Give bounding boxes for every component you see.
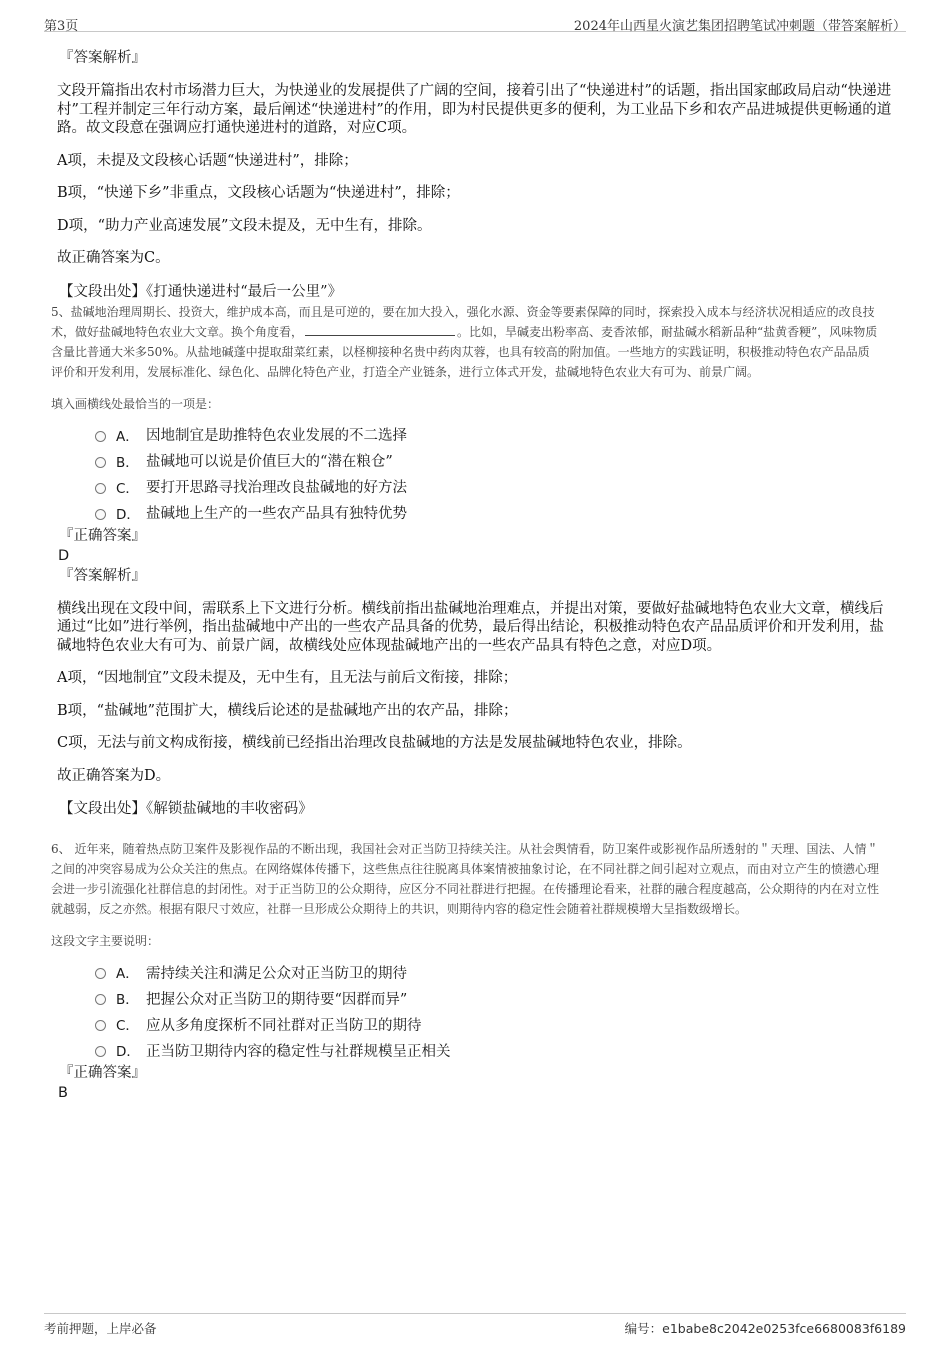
correct-answer: D bbox=[58, 547, 70, 564]
source-citation: 【文段出处】《打通快递进村“最后一公里”》 bbox=[59, 283, 343, 300]
footer-code bbox=[625, 1319, 906, 1337]
radio-icon[interactable] bbox=[95, 1020, 106, 1031]
radio-icon[interactable] bbox=[95, 1046, 106, 1057]
analysis-label: 『答案解析』 bbox=[59, 50, 146, 66]
radio-icon[interactable] bbox=[95, 968, 106, 979]
question-5-options bbox=[95, 422, 897, 526]
question-6-text: 6、 近年来，随着热点防卫案件及影视作品的不断出现，我国社会对正当防卫持续关注。从社会舆情看，防卫案件或影视作品所透射的＂天理、国法、人情＂之间的冲突容易成为公众关注的焦点。在网络媒体传播下，这些焦点往往脱离具体案情被抽象讨论，在不同社群之间引起对立观点，而由对立产生的愤懑心理会进一步引流强化社群信息的封闭性。对于正当防卫的公众期待，应区分不同社群进行把握。在传播理论看来，社群的融合程度越高，公众期待的内在对立性就越弱，反之亦然。根据有限尺寸效应，社群一旦形成公众期待上的共识，则期待内容的稳定性会随着社群规模增大呈指数级增长。 bbox=[51, 842, 880, 916]
option-a[interactable]: A． 因地制宜是助推特色农业发展的不二选择 bbox=[95, 422, 897, 448]
analysis-option-a: A项，“因地制宜”文段未提及，无中生有，且无法与前后文衔接，排除； bbox=[57, 670, 518, 686]
page-content bbox=[51, 48, 897, 1103]
question-5-prompt: 填入画横线处最恰当的一项是： bbox=[51, 396, 220, 411]
analysis-paragraph: 文段开篇指出农村市场潜力巨大，为快递业的发展提供了广阔的空间，接着引出了“快递进村”的话题，指出国家邮政局启动“快递进村”工程并制定三年行动方案，最后阐述“快递进村”的作用，即为村民提供更多的便利，为工业品下乡和农产品进城提供更畅通的道路。故文段意在强调应打通快递进村的道路，对应C项。 bbox=[57, 83, 892, 136]
analysis-option-c: C项，无法与前文构成衔接，横线前已经指出治理改良盐碱地的方法是发展盐碱地特色农业，排除。 bbox=[57, 735, 692, 751]
correct-answer-label: 『正确答案』 bbox=[59, 1065, 146, 1081]
option-a[interactable]: A． 需持续关注和满足公众对正当防卫的期待 bbox=[95, 959, 897, 985]
option-c[interactable]: C． 应从多角度探析不同社群对正当防卫的期待 bbox=[95, 1011, 897, 1037]
source-citation: 【文段出处】《解锁盐碱地的丰收密码》 bbox=[59, 801, 313, 817]
page-number: 第3页 bbox=[44, 19, 79, 34]
option-b[interactable]: B． 盐碱地可以说是价值巨大的“潜在粮仓” bbox=[95, 448, 897, 474]
radio-icon[interactable] bbox=[95, 431, 106, 442]
analysis-option-a: A项，未提及文段核心话题“快递进村”，排除； bbox=[57, 152, 358, 169]
page-footer bbox=[44, 1313, 906, 1335]
correct-answer-label: 『正确答案』 bbox=[59, 527, 146, 544]
option-d[interactable]: D． 正当防卫期待内容的稳定性与社群规模呈正相关 bbox=[95, 1037, 897, 1063]
footer-code-label: 编号： bbox=[624, 1321, 663, 1336]
analysis-option-b: B项，“盐碱地”范围扩大，横线后论述的是盐碱地产出的农产品，排除； bbox=[57, 702, 518, 719]
radio-icon[interactable] bbox=[95, 483, 106, 494]
radio-icon[interactable] bbox=[95, 457, 106, 468]
option-b[interactable]: B． 把握公众对正当防卫的期待要“因群而异” bbox=[95, 985, 897, 1011]
analysis-conclusion: 故正确答案为D。 bbox=[57, 767, 171, 784]
analysis-option-d: D项，“助力产业高速发展”文段未提及，无中生有，排除。 bbox=[57, 217, 432, 234]
correct-answer: B bbox=[58, 1085, 68, 1101]
analysis-option-b: B项，“快递下乡”非重点，文段核心话题为“快递进村”，排除； bbox=[57, 185, 460, 201]
option-c[interactable]: C． 要打开思路寻找治理改良盐碱地的好方法 bbox=[95, 474, 897, 500]
question-5-text bbox=[51, 302, 881, 382]
page-header bbox=[44, 12, 906, 32]
question-5-text-after: 。比如，旱碱麦出粉率高、麦香浓郁，耐盐碱水稻新品种“盐黄香粳”，风味物质含量比普通大米多50%。从盐地碱蓬中提取甜菜红素，以柽柳接种名贵中药肉苁蓉，也具有较高的附加值。一些地方的实践证明，积极推动特色农产品品质评价和开发利用，发展标准化、绿色化、品牌化特色产业，打造全产业链条，进行立体式开发，盐碱地特色农业大有可为、前景广阔。 bbox=[51, 324, 878, 379]
option-d[interactable]: D． 盐碱地上生产的一些农产品具有独特优势 bbox=[95, 500, 897, 526]
document-title: 2024年山西星火演艺集团招聘笔试冲刺题（带答案解析） bbox=[573, 19, 906, 34]
analysis-label: 『答案解析』 bbox=[59, 567, 146, 584]
question-6-prompt: 这段文字主要说明： bbox=[51, 934, 160, 948]
fill-in-blank bbox=[305, 324, 455, 336]
analysis-paragraph: 横线出现在文段中间，需联系上下文进行分析。横线前指出盐碱地治理难点，并提出对策，要做好盐碱地特色农业大文章，横线后通过“比如”进行举例，指出盐碱地中产出的一些农产品具备的优势，最后得出结论，积极推动特色农产品品质评价和开发利用，盐碱地特色农业大有可为、前景广阔，故横线处应体现盐碱地产出的一些农产品具有特色之意，对应D项。 bbox=[57, 600, 884, 654]
question-6-options bbox=[95, 959, 897, 1063]
footer-code-value: e1babe8c2042e0253fce6680083f6189 bbox=[662, 1321, 906, 1336]
radio-icon[interactable] bbox=[95, 994, 106, 1005]
analysis-conclusion: 故正确答案为C。 bbox=[57, 250, 170, 266]
question-5-text-before: 5、盐碱地治理周期长、投资大，维护成本高，而且是可逆的，要在加大投入，强化水源、资金等要素保障的同时，探索投入成本与经济状况相适应的改良技术，做好盐碱地特色农业大文章。换个角度看， bbox=[51, 304, 875, 339]
footer-slogan: 考前押题，上岸必备 bbox=[44, 1321, 157, 1336]
radio-icon[interactable] bbox=[95, 509, 106, 520]
